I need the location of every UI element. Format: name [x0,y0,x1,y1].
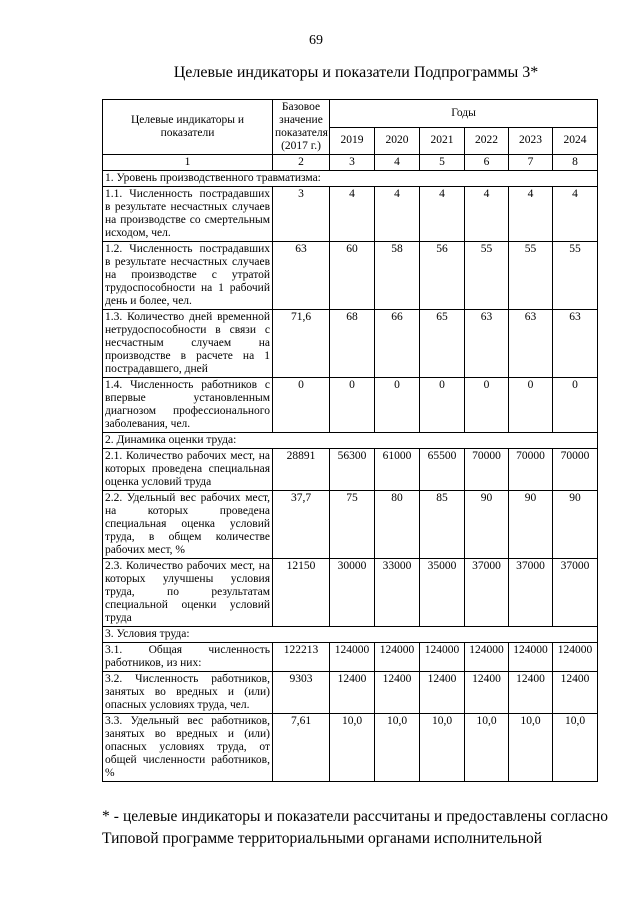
indicators-table [102,99,598,782]
year-value: 65500 [420,449,465,491]
year-value: 10,0 [509,714,553,782]
year-value: 60 [330,242,375,310]
year-value: 10,0 [330,714,375,782]
indicator-name: 3.3. Удельный вес работников, занятых во вредных и (или) опасных условиях труда, от общей численности работников, % [103,714,273,782]
year-value: 12400 [420,672,465,714]
header-year: 2020 [375,127,420,155]
section-title: 2. Динамика оценки труда: [103,433,598,449]
base-value: 12150 [273,559,330,627]
year-value: 4 [465,187,509,242]
indicator-name: 3.1. Общая численность работников, из них: [103,643,273,672]
footnote: * - целевые индикаторы и показатели рассчитаны и предоставлены согласно Типовой программе территориальными органами исполнительной [102,808,608,847]
indicator-name: 3.2. Численность работников, занятых во вредных и (или) опасных условиях труда, чел. [103,672,273,714]
column-number-row [103,155,598,171]
header-base-value: Базовое значение показателя (2017 г.) [273,100,330,155]
year-value: 12400 [330,672,375,714]
header-year: 2023 [509,127,553,155]
indicator-name: 1.2. Численность пострадавших в результате несчастных случаев на производстве с утратой трудоспособности на 1 рабочий день и более, чел. [103,242,273,310]
year-value: 90 [509,491,553,559]
year-value: 63 [465,310,509,378]
year-value: 0 [509,378,553,433]
table-row [103,559,598,627]
year-value: 30000 [330,559,375,627]
header-year: 2024 [553,127,598,155]
year-value: 66 [375,310,420,378]
year-value: 65 [420,310,465,378]
year-value: 12400 [553,672,598,714]
year-value: 75 [330,491,375,559]
table-body [103,171,598,782]
table-row [103,187,598,242]
year-value: 124000 [330,643,375,672]
year-value: 0 [330,378,375,433]
year-value: 12400 [465,672,509,714]
year-value: 12400 [375,672,420,714]
year-value: 4 [375,187,420,242]
year-value: 37000 [509,559,553,627]
year-value: 56300 [330,449,375,491]
base-value: 7,61 [273,714,330,782]
year-value: 90 [553,491,598,559]
year-value: 90 [465,491,509,559]
year-value: 10,0 [375,714,420,782]
year-value: 124000 [509,643,553,672]
indicator-name: 2.2. Удельный вес рабочих мест, на которых проведена специальная оценка условий труда, в общем количестве рабочих мест, % [103,491,273,559]
year-value: 61000 [375,449,420,491]
table-header-row [103,100,598,128]
column-number: 8 [553,155,598,171]
year-value: 63 [509,310,553,378]
year-value: 10,0 [465,714,509,782]
year-value: 4 [420,187,465,242]
year-value: 124000 [465,643,509,672]
base-value: 37,7 [273,491,330,559]
year-value: 35000 [420,559,465,627]
header-year: 2022 [465,127,509,155]
year-value: 68 [330,310,375,378]
year-value: 4 [553,187,598,242]
table-row [103,310,598,378]
table-row [103,449,598,491]
indicator-name: 2.1. Количество рабочих мест, на которых проведена специальная оценка условий труда [103,449,273,491]
table-row [103,714,598,782]
header-year: 2021 [420,127,465,155]
year-value: 37000 [553,559,598,627]
page-number: 69 [309,33,323,48]
base-value: 28891 [273,449,330,491]
table-row [103,672,598,714]
year-value: 0 [375,378,420,433]
column-number: 6 [465,155,509,171]
year-value: 56 [420,242,465,310]
year-value: 4 [509,187,553,242]
column-number: 1 [103,155,273,171]
year-value: 33000 [375,559,420,627]
year-value: 55 [553,242,598,310]
year-value: 37000 [465,559,509,627]
header-year: 2019 [330,127,375,155]
header-years: Годы [330,100,598,128]
year-value: 55 [509,242,553,310]
year-value: 0 [420,378,465,433]
year-value: 55 [465,242,509,310]
year-value: 10,0 [553,714,598,782]
table-row [103,242,598,310]
indicator-name: 1.3. Количество дней временной нетрудоспособности в связи с несчастным случаем на производстве в расчете на 1 пострадавшего, дней [103,310,273,378]
base-value: 3 [273,187,330,242]
base-value: 122213 [273,643,330,672]
year-value: 12400 [509,672,553,714]
base-value: 63 [273,242,330,310]
year-value: 124000 [420,643,465,672]
section-row [103,171,598,187]
base-value: 9303 [273,672,330,714]
year-value: 124000 [375,643,420,672]
indicator-name: 1.4. Численность работников с впервые установленным диагнозом профессионального заболевания, чел. [103,378,273,433]
section-row [103,627,598,643]
base-value: 0 [273,378,330,433]
column-number: 3 [330,155,375,171]
year-value: 124000 [553,643,598,672]
header-indicator: Целевые индикаторы и показатели [103,100,273,155]
column-number: 4 [375,155,420,171]
section-row [103,433,598,449]
year-value: 0 [553,378,598,433]
year-value: 63 [553,310,598,378]
table-row [103,378,598,433]
section-title: 3. Условия труда: [103,627,598,643]
indicator-name: 1.1. Численность пострадавших в результате несчастных случаев на производстве со смертельным исходом, чел. [103,187,273,242]
indicator-name: 2.3. Количество рабочих мест, на которых улучшены условия труда, по результатам специальной оценки условий труда [103,559,273,627]
base-value: 71,6 [273,310,330,378]
page-title: Целевые индикаторы и показатели Подпрограммы 3* [173,64,539,81]
year-value: 4 [330,187,375,242]
year-value: 70000 [509,449,553,491]
column-number: 7 [509,155,553,171]
year-value: 70000 [553,449,598,491]
column-number: 5 [420,155,465,171]
column-number: 2 [273,155,330,171]
year-value: 58 [375,242,420,310]
year-value: 80 [375,491,420,559]
section-title: 1. Уровень производственного травматизма: [103,171,598,187]
table-row [103,491,598,559]
table-row [103,643,598,672]
year-value: 10,0 [420,714,465,782]
year-value: 0 [465,378,509,433]
year-value: 70000 [465,449,509,491]
year-value: 85 [420,491,465,559]
